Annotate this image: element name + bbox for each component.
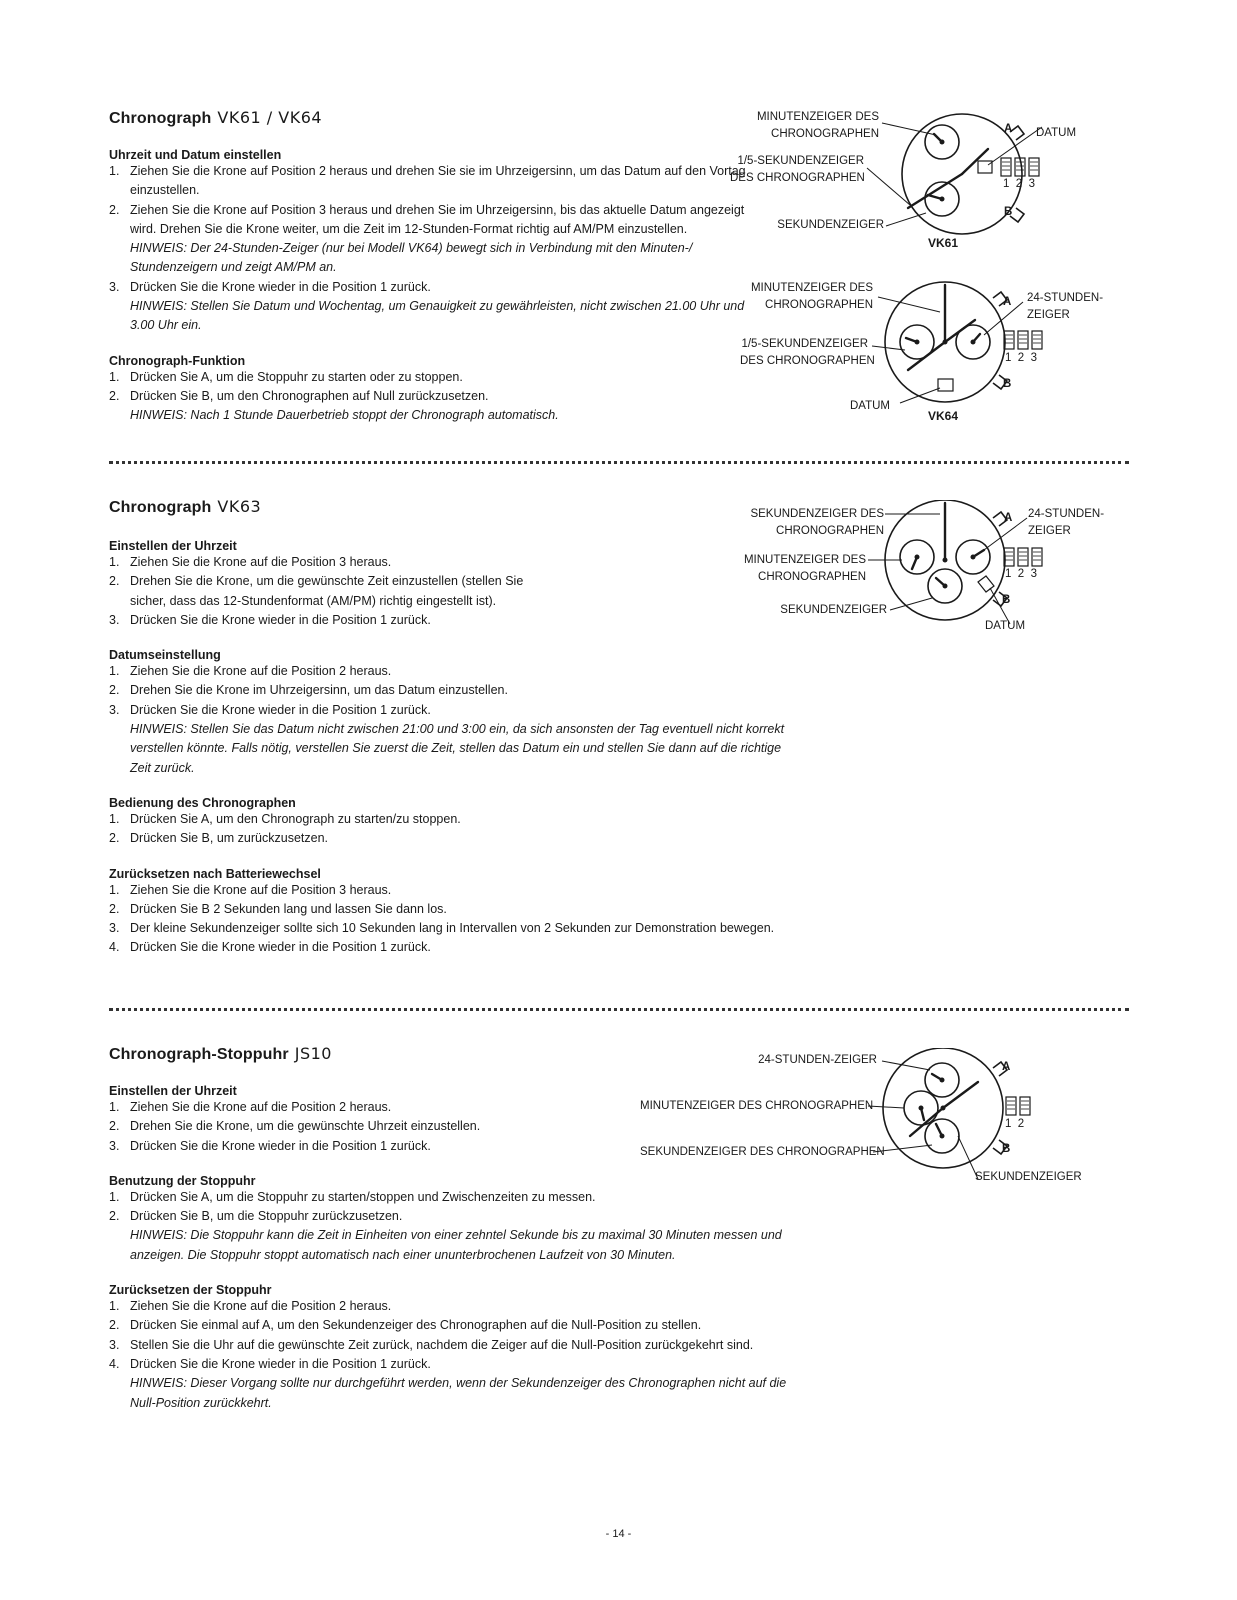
subheading: Einstellen der Uhrzeit	[109, 539, 237, 553]
instruction-list	[109, 1098, 609, 1156]
section-title: Chronograph VK63	[109, 497, 262, 516]
label-seconds: SEKUNDENZEIGER	[780, 604, 887, 616]
dotted-divider	[109, 1008, 1129, 1011]
list-item: 4. Drücken Sie die Krone wieder in die Position 1 zurück. HINWEIS: Dieser Vorgang sollte nur durchgeführt werden, wenn der Sekundenzeiger des Chronographen nicht auf die Null-Position zurückkehrt.	[109, 1356, 787, 1410]
list-item: 3. Drücken Sie die Krone wieder in die Position 1 zurück.	[109, 612, 431, 627]
subheading: Chronograph-Funktion	[109, 353, 246, 368]
list-item: 1. Drücken Sie A, um die Stoppuhr zu starten/stoppen und Zwischenzeiten zu messen.	[109, 1189, 596, 1204]
list-item: 3. Drücken Sie die Krone wieder in die Position 1 zurück.	[109, 1138, 431, 1153]
label-button-a: A	[1003, 296, 1012, 308]
label-model: VK64	[928, 409, 959, 423]
list-item: 2. Drehen Sie die Krone, um die gewünschte Zeit einzustellen (stellen Sie sicher, dass das 12-Stundenformat (AM/PM) richtig eingestellt ist).	[109, 574, 524, 608]
instruction-list	[109, 553, 549, 630]
label-date: DATUM	[1036, 127, 1077, 139]
watch-illustration-js10	[640, 1048, 1100, 1188]
section-title: Chronograph VK61 / VK64	[109, 108, 323, 127]
instruction-list	[109, 881, 909, 958]
list-item: 1. Ziehen Sie die Krone auf die Position 3 heraus.	[109, 882, 392, 897]
list-item: 1. Ziehen Sie die Krone auf die Position 2 heraus.	[109, 1299, 392, 1314]
label-crown-positions: 1 2	[1005, 1118, 1025, 1130]
list-item: 2. Drücken Sie B, um den Chronographen auf Null zurückzusetzen. HINWEIS: Nach 1 Stunde Dauerbetrieb stoppt der Chronograph automatisch.	[109, 388, 559, 423]
list-item: 1. Ziehen Sie die Krone auf Position 2 heraus und drehen Sie sie im Uhrzeigersinn, um das Datum auf den Vortag einzustellen.	[109, 164, 746, 198]
label-button-a: A	[1004, 512, 1013, 524]
list-item: 1. Ziehen Sie die Krone auf die Position 2 heraus.	[109, 664, 392, 679]
label-button-b: B	[1002, 1143, 1011, 1155]
diagram-vk61	[730, 105, 1120, 255]
list-item: 2. Drücken Sie B, um die Stoppuhr zurückzusetzen. HINWEIS: Die Stoppuhr kann die Zeit in Einheiten von einer zehntel Sekunde bis zu maximal 30 Minuten messen und anzeigen. Die Stoppuhr stoppt automatisch nach einer ununterbrochenen Laufzeit von 30 Minuten.	[109, 1209, 782, 1262]
diagram-vk64	[740, 280, 1120, 430]
subheading: Zurücksetzen nach Batteriewechsel	[109, 866, 321, 881]
diagram-js10	[640, 1048, 1100, 1188]
label-seconds-chrono: SEKUNDENZEIGER DES CHRONOGRAPHEN	[750, 508, 884, 537]
label-button-b: B	[1002, 594, 1011, 606]
label-24-hour: 24-STUNDEN-ZEIGER	[758, 1054, 877, 1066]
list-item: 3. Stellen Sie die Uhr auf die gewünschte Zeit zurück, nachdem die Zeiger auf die Null-Position zurückgekehrt sind.	[109, 1337, 754, 1352]
list-item: 2. Drücken Sie B 2 Sekunden lang und lassen Sie dann los.	[109, 901, 447, 916]
label-minute-chrono: MINUTENZEIGER DES CHRONOGRAPHEN	[750, 282, 873, 311]
label-seconds: SEKUNDENZEIGER	[777, 219, 884, 231]
instruction-list	[109, 1188, 799, 1265]
list-item: 1. Drücken Sie A, um die Stoppuhr zu starten oder zu stoppen.	[109, 369, 463, 384]
label-date: DATUM	[985, 620, 1026, 632]
list-item: 2. Drehen Sie die Krone, um die gewünschte Uhrzeit einzustellen.	[109, 1119, 481, 1134]
list-item: 2. Drücken Sie B, um zurückzusetzen.	[109, 831, 328, 846]
instruction-list	[109, 1297, 799, 1413]
label-button-a: A	[1002, 1061, 1011, 1073]
list-item: 2. Ziehen Sie die Krone auf Position 3 heraus und drehen Sie im Uhrzeigersinn, bis das aktuelle Datum angezeigt wird. Drehen Sie die Krone weiter, um die Zeit im 12-Stunden-Format richtig auf AM/PM einzustellen. HINWEIS: Der 24-Stunden-Zeiger (nur bei Modell VK64) bewegt sich in Verbindung mit den Minuten-/ Stundenzeigern und zeigt AM/PM an.	[109, 202, 745, 275]
subheading: Uhrzeit und Datum einstellen	[109, 148, 282, 162]
label-seconds: SEKUNDENZEIGER	[975, 1171, 1082, 1183]
list-item: 3. Der kleine Sekundenzeiger sollte sich 10 Sekunden lang in Intervallen von 2 Sekunden zur Demonstration bewegen.	[109, 921, 775, 936]
list-item: 1. Ziehen Sie die Krone auf die Position 3 heraus.	[109, 555, 392, 569]
label-minute-chrono: MINUTENZEIGER DES CHRONOGRAPHEN	[640, 1100, 874, 1112]
subheading: Benutzung der Stoppuhr	[109, 1173, 256, 1188]
subheading: Datumseinstellung	[109, 648, 221, 663]
label-button-a: A	[1004, 123, 1013, 135]
instruction-list	[109, 662, 799, 778]
label-button-b: B	[1003, 378, 1012, 390]
label-24-hour: 24-STUNDEN- ZEIGER	[1027, 292, 1104, 321]
diagram-vk63	[740, 500, 1125, 650]
label-button-b: B	[1004, 206, 1013, 218]
label-model: VK61	[928, 236, 959, 250]
label-minute-chrono: MINUTENZEIGER DES CHRONOGRAPHEN	[756, 111, 879, 140]
subheading: Bedienung des Chronographen	[109, 795, 296, 810]
label-fifth-second: 1/5-SEKUNDENZEIGER DES CHRONOGRAPHEN	[730, 155, 865, 184]
instruction-list	[109, 162, 749, 336]
label-crown-positions: 1 2 3	[1003, 178, 1035, 190]
list-item: 1. Drücken Sie A, um den Chronograph zu starten/zu stoppen.	[109, 811, 461, 826]
label-fifth-second: 1/5-SEKUNDENZEIGER DES CHRONOGRAPHEN	[740, 338, 875, 367]
label-seconds-chrono: SEKUNDENZEIGER DES CHRONOGRAPHEN	[640, 1146, 885, 1158]
label-24-hour: 24-STUNDEN- ZEIGER	[1028, 508, 1105, 537]
list-item: 3. Drücken Sie die Krone wieder in die Position 1 zurück. HINWEIS: Stellen Sie das Datum nicht zwischen 21:00 und 3:00 ein, da sich ansonsten der Tag eventuell nicht korrekt verstellen könnte. Falls nötig, verstellen Sie zuerst die Zeit, stellen das Datum ein und stellen Sie dann auf die richtige Zeit zurück.	[109, 702, 785, 775]
page-number: - 14 -	[605, 1528, 632, 1540]
instruction-list	[109, 368, 749, 426]
list-item: 4. Drücken Sie die Krone wieder in die Position 1 zurück.	[109, 940, 431, 955]
label-minute-chrono: MINUTENZEIGER DES CHRONOGRAPHEN	[743, 554, 866, 583]
subheading: Einstellen der Uhrzeit	[109, 1084, 237, 1098]
label-date: DATUM	[849, 400, 890, 412]
subheading: Zurücksetzen der Stoppuhr	[109, 1283, 272, 1298]
dotted-divider	[109, 461, 1129, 464]
list-item: 2. Drehen Sie die Krone im Uhrzeigersinn, um das Datum einzustellen.	[109, 683, 508, 698]
label-crown-positions: 1 2 3	[1005, 352, 1037, 364]
label-crown-positions: 1 2 3	[1005, 568, 1037, 580]
list-item: 1. Ziehen Sie die Krone auf die Position 2 heraus.	[109, 1100, 392, 1114]
list-item: 3. Drücken Sie die Krone wieder in die Position 1 zurück. HINWEIS: Stellen Sie Datum und Wochentag, um Genauigkeit zu gewährleisten, nicht zwischen 21.00 Uhr und 3.00 Uhr ein.	[109, 279, 745, 333]
list-item: 2. Drücken Sie einmal auf A, um den Sekundenzeiger des Chronographen auf die Null-Position zu stellen.	[109, 1318, 702, 1333]
section-title: Chronograph-Stoppuhr JS10	[109, 1044, 332, 1063]
instruction-list	[109, 810, 799, 849]
